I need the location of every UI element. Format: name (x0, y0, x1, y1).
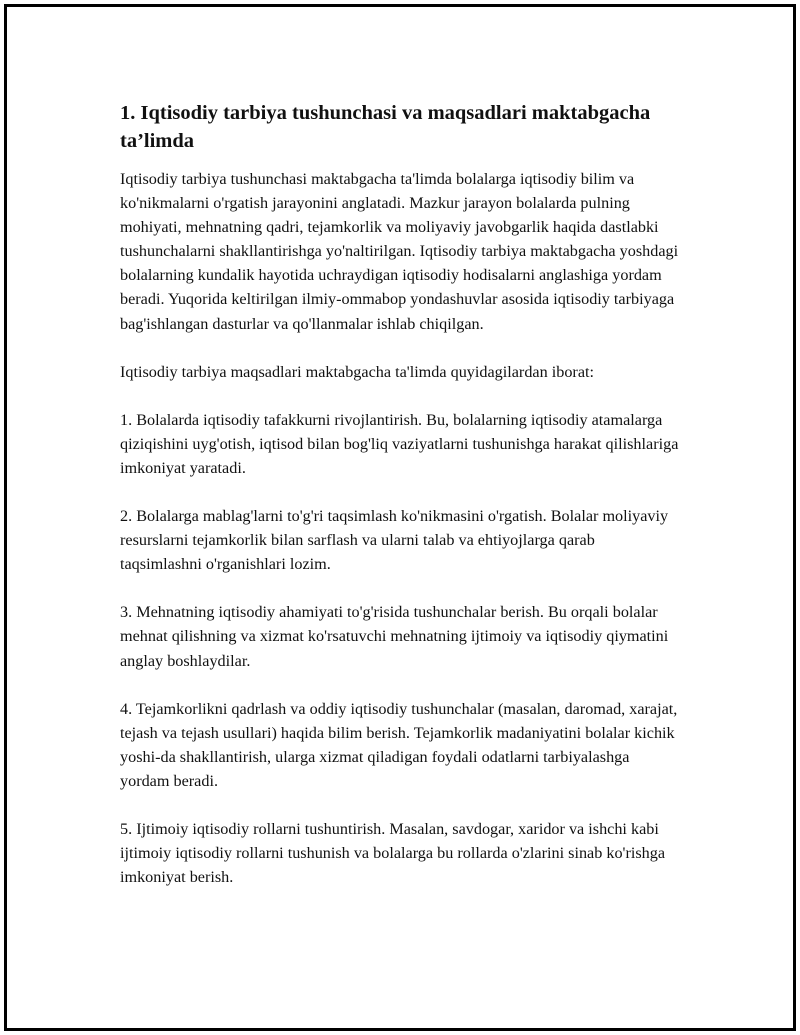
page-frame (4, 4, 796, 1031)
paragraph-goal-3: 3. Mehnatning iqtisodiy ahamiyati to'g'risida tushunchalar berish. Bu orqali bolalar mehnat qilishning va xizmat ko'rsatuvchi mehnatning ijtimoiy va iqtisodiy qiymatini anglay boshlaydilar. (120, 603, 669, 670)
document-title: 1. Iqtisodiy tarbiya tushunchasi va maqsadlari maktabgacha ta’limda (120, 102, 651, 152)
paragraph-goal-2: 2. Bolalarga mablag'larni to'g'ri taqsimlash ko'nikmasini o'rgatish. Bolalar moliyaviy resurslarni tejamkorlik bilan sarflash va ularni talab va ehtiyojlarga qarab taqsimlashni o'rganishlari lozim. (120, 507, 669, 574)
paragraph-goal-4: 4. Tejamkorlikni qadrlash va oddiy iqtisodiy tushunchalar (masalan, daromad, xarajat, tejash va tejash usullari) haqida bilim berish. Tejamkorlik madaniyatini bolalar kichik yoshi-da shakllantirish, ularga xizmat qiladigan foydali odatlarni tarbiyalashga yordam beradi. (120, 699, 678, 790)
paragraph-goals-lead: Iqtisodiy tarbiya maqsadlari maktabgacha ta'limda quyidagilardan iborat: (120, 362, 594, 381)
paragraph-goal-1: 1. Bolalarda iqtisodiy tafakkurni rivojlantirish. Bu, bolalarning iqtisodiy atamalarga qiziqishini uyg'otish, iqtisod bilan bog'liq vaziyatlarni tushunishga harakat qilishlariga imkoniyat yaratadi. (120, 410, 679, 477)
paragraph-intro: Iqtisodiy tarbiya tushunchasi maktabgacha ta'limda bolalarga iqtisodiy bilim va ko'nikmalarni o'rgatish jarayonini anglatadi. Mazkur jarayon bolalarda pulning mohiyati, mehnatning qadri, tejamkorlik va moliyaviy javobgarlik haqida dastlabki tushunchalarni shakllantirishga yo'naltirilgan. Iqtisodiy tarbiya maktabgacha yoshdagi bolalarning kundalik hayotida uchraydigan iqtisodiy hodisalarni anglashiga yordam beradi. Yuqorida keltirilgan ilmiy-ommabop yondashuvlar asosida iqtisodiy tarbiyaga bag'ishlangan dasturlar va qo'llanmalar ishlab chiqilgan. (120, 170, 679, 333)
paragraph-goal-5: 5. Ijtimoiy iqtisodiy rollarni tushuntirish. Masalan, savdogar, xaridor va ishchi kabi ijtimoiy iqtisodiy rollarni tushunish va bolalarga bu rollarda o'zlarini sinab ko'rishga imkoniyat berish. (120, 819, 666, 887)
document-body (120, 99, 680, 913)
